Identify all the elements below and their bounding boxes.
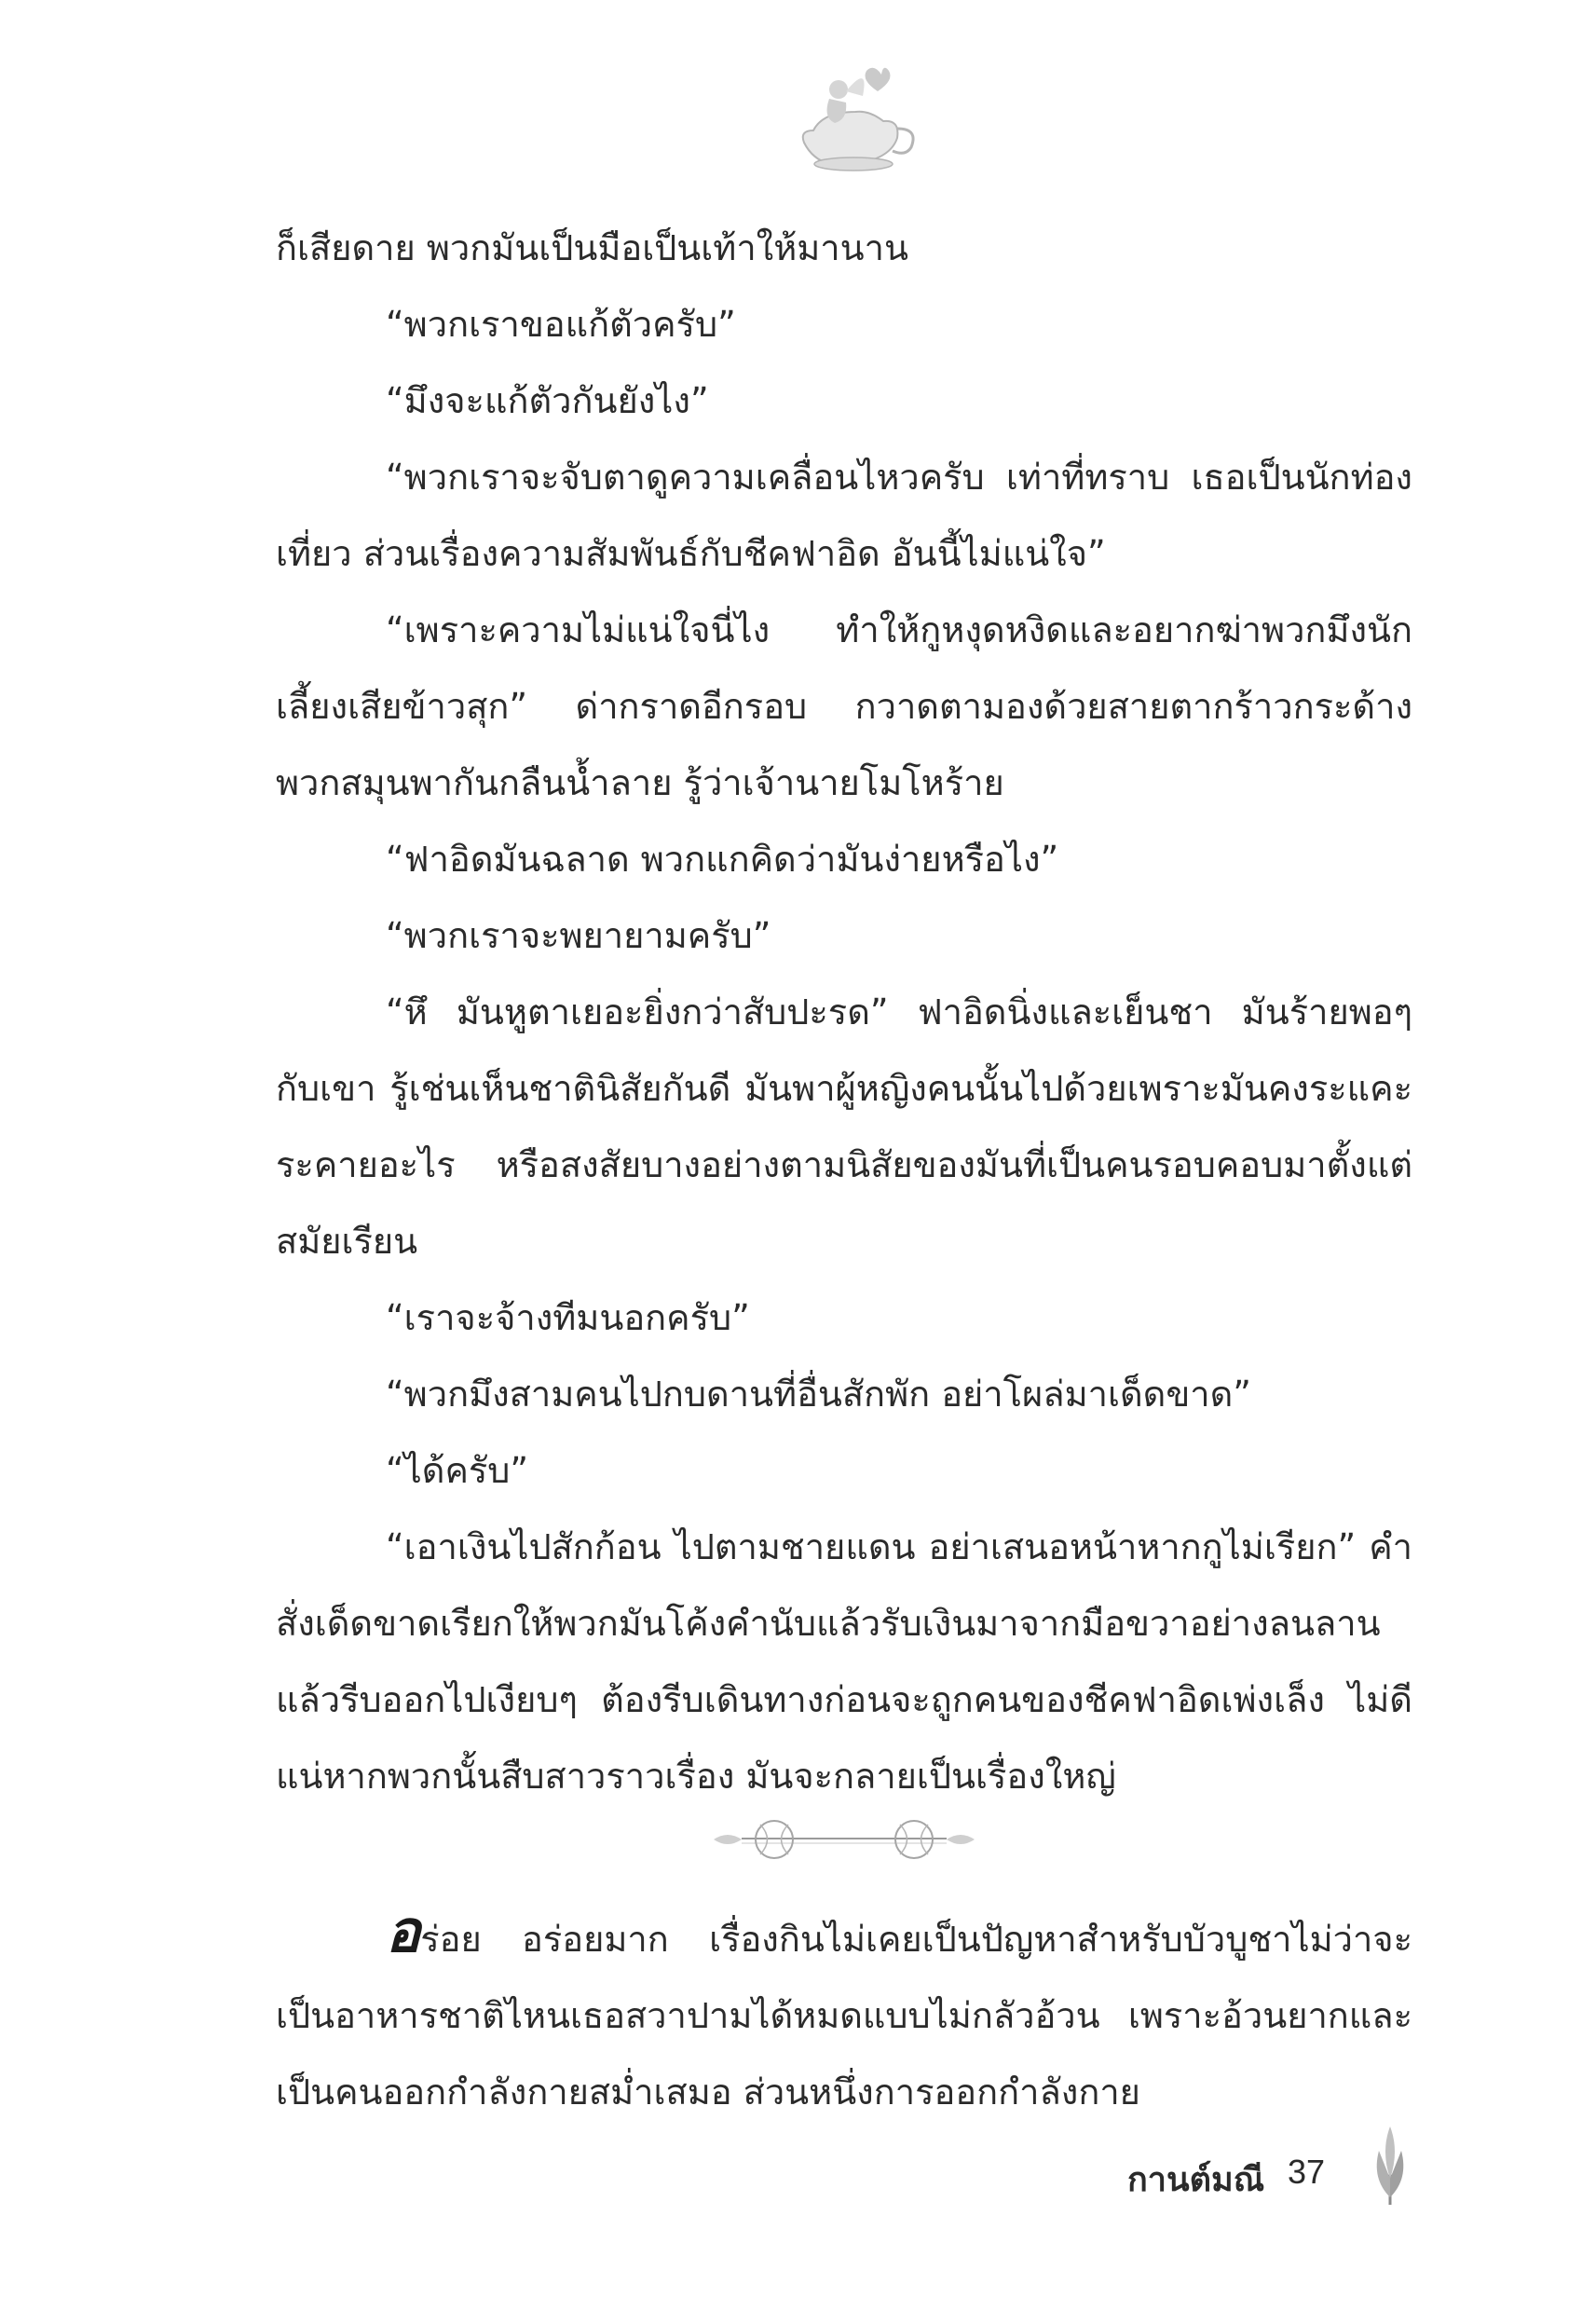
paragraph: “หึ มันหูตาเยอะยิ่งกว่าสับปะรด” ฟาอิดนิ่งและเย็นชา มันร้ายพอๆ กับเขา รู้เช่นเห็นชาตินิสัยกันดี มันพาผู้หญิงคนนั้นไปด้วยเพราะมันคงระแคะระคายอะไร หรือสงสัยบางอย่างตามนิสัยของมันที่เป็นคนรอบคอบมาตั้งแต่สมัยเรียน bbox=[276, 991, 1412, 1262]
paragraph: “เพราะความไม่แน่ใจนี่ไง ทำให้กูหงุดหงิดและอยากฆ่าพวกมึงนักเลี้ยงเสียข้าวสุก” ด่ากราดอีกรอบ กวาดตามองด้วยสายตากร้าวกระด้าง พวกสมุนพากันกลืนน้ำลาย รู้ว่าเจ้านายโมโหร้าย bbox=[276, 609, 1412, 803]
paragraph: “เราจะจ้างทีมนอกครับ” bbox=[386, 1297, 750, 1338]
new-section bbox=[276, 1897, 1412, 2130]
paragraph: “ได้ครับ” bbox=[386, 1450, 529, 1491]
drop-cap: อ bbox=[386, 1897, 421, 1965]
paragraph: “มึงจะแก้ตัวกันยังไง” bbox=[386, 380, 709, 421]
section-text: ร่อย อร่อยมาก เรื่องกินไม่เคยเป็นปัญหาสำหรับบัวบูชาไม่ว่าจะเป็นอาหารชาติไหนเธอสวาปามได้หมดแบบไม่กลัวอ้วน เพราะอ้วนยากและเป็นคนออกกำลังกายสม่ำเสมอ ส่วนหนึ่งการออกกำลังกาย bbox=[276, 1919, 1412, 2113]
paragraph: “พวกมึงสามคนไปกบดานที่อื่นสักพัก อย่าโผล่มาเด็ดขาด” bbox=[386, 1374, 1251, 1415]
paragraph: ก็เสียดาย พวกมันเป็นมือเป็นเท้าให้มานาน bbox=[276, 227, 908, 268]
author-name: กานต์มณี bbox=[1127, 2161, 1265, 2199]
plant-icon bbox=[1366, 2123, 1414, 2207]
section-paragraph bbox=[276, 1897, 1412, 2130]
story-body bbox=[276, 210, 1412, 1814]
paragraph: “ฟาอิดมันฉลาด พวกแกคิดว่ามันง่ายหรือไง” bbox=[386, 839, 1059, 880]
paragraph: “เอาเงินไปสักก้อน ไปตามชายแดน อย่าเสนอหน้าหากกูไม่เรียก” คำสั่งเด็ดขาดเรียกให้พวกมันโค้งคำนับแล้วรับเงินมาจากมือขวาอย่างลนลานแล้วรีบออกไปเงียบๆ ต้องรีบเดินทางก่อนจะถูกคนของชีคฟาอิดเพ่งเล็ง ไม่ดีแน่หากพวกนั้นสืบสาวราวเรื่อง มันจะกลายเป็นเรื่องใหญ่ bbox=[276, 1526, 1412, 1797]
page-number: 37 bbox=[1288, 2153, 1326, 2191]
cupid-teapot-ornament bbox=[781, 54, 930, 175]
paragraph: “พวกเราจะพยายามครับ” bbox=[386, 915, 771, 956]
section-divider-ornament bbox=[704, 1806, 984, 1871]
paragraph: “พวกเราจะจับตาดูความเคลื่อนไหวครับ เท่าที่ทราบ เธอเป็นนักท่องเที่ยว ส่วนเรื่องความสัมพันธ์กับชีคฟาอิด อันนี้ไม่แน่ใจ” bbox=[276, 457, 1412, 574]
paragraph: “พวกเราขอแก้ตัวครับ” bbox=[386, 304, 736, 345]
